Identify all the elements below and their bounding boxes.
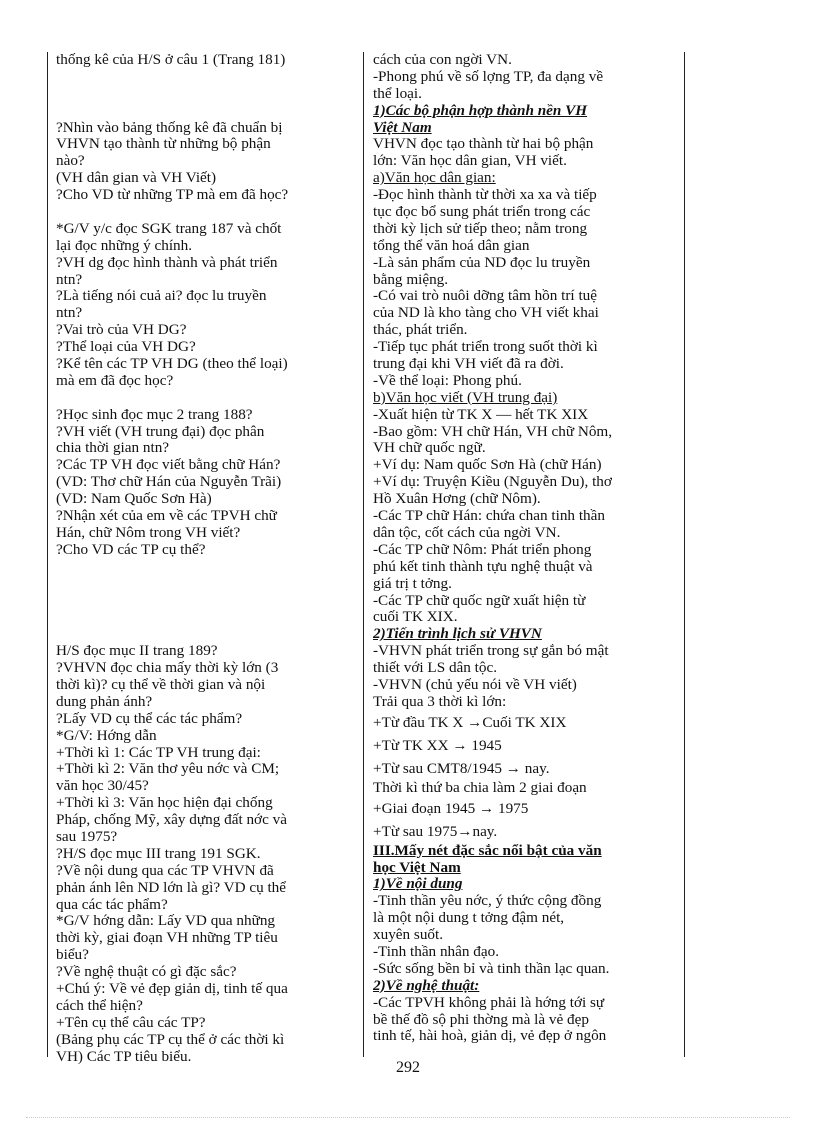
left-column-line: Hán, chữ Nôm trong VH viết? <box>56 524 241 541</box>
right-column-line: Trải qua 3 thời kì lớn: <box>373 693 507 710</box>
left-column-line: ?Về nội dung qua các TP VHVN đã <box>56 862 274 879</box>
right-column-line: -Tinh thần nhân đạo. <box>373 943 499 960</box>
left-column-line: ?VH viết (VH trung đại) đọc phân <box>56 423 265 440</box>
left-column-line: ?Kể tên các TP VH DG (theo thể loại) <box>56 356 288 373</box>
left-column-line: ?Học sinh đọc mục 2 trang 188? <box>56 406 253 423</box>
left-column-line: ?Nhận xét của em về các TPVH chữ <box>56 508 277 525</box>
right-column-line: +Ví dụ: Truyện Kiều (Nguyễn Du), thơ <box>373 474 612 491</box>
right-column-line: cách của con ngời VN. <box>373 52 512 68</box>
right-column-line: tinh tế, hài hoà, giản dị, vẻ đẹp ở ngôn <box>373 1028 607 1045</box>
right-column-line: học Việt Nam <box>373 859 461 876</box>
left-column-line: phản ánh lên ND lớn là gì? VD cụ thể <box>56 879 287 896</box>
left-column-line: ?Thể loại của VH DG? <box>56 339 196 356</box>
right-column-line: -Các TP chữ Nôm: Phát triển phong <box>373 541 592 558</box>
right-column-line: -Là sản phẩm của ND đọc lu truyền <box>373 254 591 271</box>
left-column-line: ?Lấy VD cụ thể các tác phẩm? <box>56 710 243 727</box>
footer-dotted-line <box>26 1117 790 1118</box>
right-column-line: -Sức sống bền bỉ và tinh thần lạc quan. <box>373 960 610 977</box>
left-column-line: ?Cho VD từ những TP mà em đã học? <box>56 187 289 204</box>
left-column-line <box>56 86 350 103</box>
left-column-line <box>56 103 350 120</box>
right-column-line: 1)Về nội dung <box>373 876 463 893</box>
left-column-line: (VD: Nam Quốc Sơn Hà) <box>56 491 212 508</box>
right-column-line: 2)Về nghệ thuật: <box>373 977 480 994</box>
right-column-line: thác, phát triển. <box>373 322 468 339</box>
right-column-line: -VHVN (chủ yếu nói về VH viết) <box>373 676 577 693</box>
left-column-line <box>56 204 350 221</box>
right-column-line: là một nội dung t tởng đậm nét, <box>373 910 565 927</box>
right-column-line: thiết với LS dân tộc. <box>373 660 498 677</box>
left-column-line: thống kê của H/S ở câu 1 (Trang 181) <box>56 52 286 68</box>
left-column-line <box>56 69 350 86</box>
table-border-right <box>684 52 685 1057</box>
left-column-line: VH) Các TP tiêu biểu. <box>56 1048 192 1065</box>
right-column-line: giá trị t tởng. <box>373 575 452 592</box>
left-column-line: ?VH dg đọc hình thành và phát triển <box>56 254 278 271</box>
page-number: 292 <box>396 1059 420 1076</box>
teacher-activity-column <box>56 52 350 1065</box>
right-column-line: b)Văn học viết (VH trung đại) <box>373 389 558 406</box>
left-column-line: (VH dân gian và VH Viết) <box>56 170 217 187</box>
left-column-line: chia thời gian ntn? <box>56 440 170 457</box>
right-column-line: VHVN đọc tạo thành từ hai bộ phận <box>373 136 594 153</box>
right-column-line: bề thế đồ sộ phi thờng mà là vẻ đẹp <box>373 1011 589 1028</box>
right-column-line: -Có vai trò nuôi dỡng tâm hồn trí tuệ <box>373 288 598 305</box>
left-column-line: ?Về nghệ thuật có gì đặc sắc? <box>56 964 237 981</box>
left-column-line: +Thời kì 2: Văn thơ yêu nớc và CM; <box>56 761 280 778</box>
left-column-line: (VD: Thơ chữ Hán của Nguyễn Trãi) <box>56 474 282 491</box>
left-column-line <box>56 626 350 643</box>
right-column-line: -Các TP chữ Hán: chứa chan tinh thần <box>373 508 605 525</box>
right-column-line: -Đọc hình thành từ thời xa xa và tiếp <box>373 187 597 204</box>
left-column-line: (Bảng phụ các TP cụ thể ở các thời kì <box>56 1031 285 1048</box>
right-column-line: +Từ sau CMT8/1945 → nay. <box>373 759 550 777</box>
left-column-line: ntn? <box>56 271 83 288</box>
left-column-line: nào? <box>56 153 85 170</box>
left-column-line: ?Cho VD các TP cụ thể? <box>56 541 206 558</box>
right-column-line: -Các TP chữ quốc ngữ xuất hiện từ <box>373 592 586 609</box>
left-column-line: cách thể hiện? <box>56 997 143 1014</box>
left-column-line: thời kì)? cụ thể về thời gian và nội <box>56 676 266 693</box>
left-column-line: qua các tác phẩm? <box>56 896 168 913</box>
right-column-line: lớn: Văn học dân gian, VH viết. <box>373 153 567 170</box>
left-column-line: VHVN tạo thành từ những bộ phận <box>56 136 271 153</box>
left-column-line <box>56 593 350 610</box>
right-column-line: xuyên suốt. <box>373 927 444 944</box>
right-column-line: -Các TPVH không phải là hớng tới sự <box>373 994 605 1011</box>
right-column-line: thể loại. <box>373 85 422 102</box>
right-column-line: phú kết tinh thành tựu nghệ thuật và <box>373 558 593 575</box>
left-column-line: ntn? <box>56 305 83 322</box>
right-column-line: -Xuất hiện từ TK X — hết TK XIX <box>373 406 589 423</box>
right-column-line: a)Văn học dân gian: <box>373 170 496 187</box>
left-column-line: biểu? <box>56 947 89 964</box>
left-column-line <box>56 390 350 407</box>
right-column-line: -Tinh thần yêu nớc, ý thức cộng đồng <box>373 893 602 910</box>
left-column-line: *G/V: Hớng dẫn <box>56 727 157 744</box>
left-column-line: +Thời kì 1: Các TP VH trung đại: <box>56 744 261 761</box>
right-column-line: +Ví dụ: Nam quốc Sơn Hà (chữ Hán) <box>373 457 602 474</box>
left-column-line: ?Các TP VH đọc viết bằng chữ Hán? <box>56 457 281 474</box>
left-column-line: văn học 30/45? <box>56 778 149 795</box>
right-column-line: Hồ Xuân Hơng (chữ Nôm). <box>373 491 541 508</box>
left-column-line: *G/V y/c đọc SGK trang 187 và chốt <box>56 220 282 237</box>
right-column-line: 2)Tiến trình lịch sử VHVN <box>373 626 542 643</box>
lesson-content-column <box>373 52 677 1045</box>
right-column-line: trung đại khi VH viết đã ra đời. <box>373 356 564 373</box>
right-column-line: Thời kì thứ ba chia làm 2 giai đoạn <box>373 779 587 796</box>
right-column-line: của ND là kho tàng cho VH viết khai <box>373 305 599 322</box>
left-column-line <box>56 609 350 626</box>
left-column-line: sau 1975? <box>56 828 118 845</box>
lesson-table <box>47 52 685 1065</box>
table-border-left <box>47 52 48 1057</box>
right-column-line: bằng miệng. <box>373 271 449 288</box>
right-column-line: cuối TK XIX. <box>373 609 458 626</box>
right-column-line: +Giai đoạn 1945 → 1975 <box>373 799 529 817</box>
left-column-line <box>56 559 350 576</box>
right-column-line: tục đọc bổ sung phát triển trong các <box>373 204 591 221</box>
left-column-line: mà em đã đọc học? <box>56 372 174 389</box>
left-column-line: +Thời kì 3: Văn học hiện đại chống <box>56 795 273 812</box>
left-column-line: ?Là tiếng nói cuả ai? đọc lu truyền <box>56 288 267 305</box>
left-column-line: Pháp, chống Mỹ, xây dựng đất nớc và <box>56 812 287 829</box>
right-column-line: 1)Các bộ phận hợp thành nền VH <box>373 102 588 119</box>
left-column-line: dung phản ánh? <box>56 693 153 710</box>
right-column-line: thời kỳ lịch sử tiếp theo; nằm trong <box>373 220 588 237</box>
left-column-line <box>56 576 350 593</box>
right-column-line: Việt Nam <box>373 119 432 136</box>
left-column-line: thời kỳ, giai đoạn VH những TP tiêu <box>56 930 278 947</box>
right-column-line: +Từ sau 1975→nay. <box>373 822 498 840</box>
left-column-line: lại đọc những ý chính. <box>56 237 193 254</box>
left-column-line: *G/V hớng dẫn: Lấy VD qua những <box>56 913 276 930</box>
right-column-line: -Phong phú về số lợng TP, đa dạng về <box>373 68 604 85</box>
right-column-line: -Về thể loại: Phong phú. <box>373 372 522 389</box>
left-column-line: ?Vai trò của VH DG? <box>56 322 187 339</box>
left-column-line: ?H/S đọc mục III trang 191 SGK. <box>56 845 261 862</box>
table-column-divider <box>363 52 364 1057</box>
right-column-line: dân tộc, cốt cách của ngời VN. <box>373 524 561 541</box>
right-column-line: III.Mấy nét đặc sắc nổi bật của văn <box>373 842 602 859</box>
right-column-line: -VHVN phát triển trong sự gắn bó mật <box>373 643 609 660</box>
left-column-line: +Chú ý: Về vẻ đẹp giản dị, tinh tế qua <box>56 980 288 997</box>
right-column-line: +Từ TK XX → 1945 <box>373 736 502 754</box>
right-column-line: +Từ đầu TK X →Cuối TK XIX <box>373 713 567 731</box>
right-column-line: VH chữ quốc ngữ. <box>373 440 486 457</box>
left-column-line: ?VHVN đọc chia mấy thời kỳ lớn (3 <box>56 660 279 677</box>
right-column-line: -Tiếp tục phát triển trong suốt thời kì <box>373 339 598 356</box>
right-column-line: -Bao gồm: VH chữ Hán, VH chữ Nôm, <box>373 423 613 440</box>
left-column-line: H/S đọc mục II trang 189? <box>56 643 218 660</box>
left-column-line: ?Nhìn vào bảng thống kê đã chuẩn bị <box>56 119 283 136</box>
left-column-line: +Tên cụ thể câu các TP? <box>56 1014 206 1031</box>
right-column-line: tổng thể văn hoá dân gian <box>373 237 530 254</box>
